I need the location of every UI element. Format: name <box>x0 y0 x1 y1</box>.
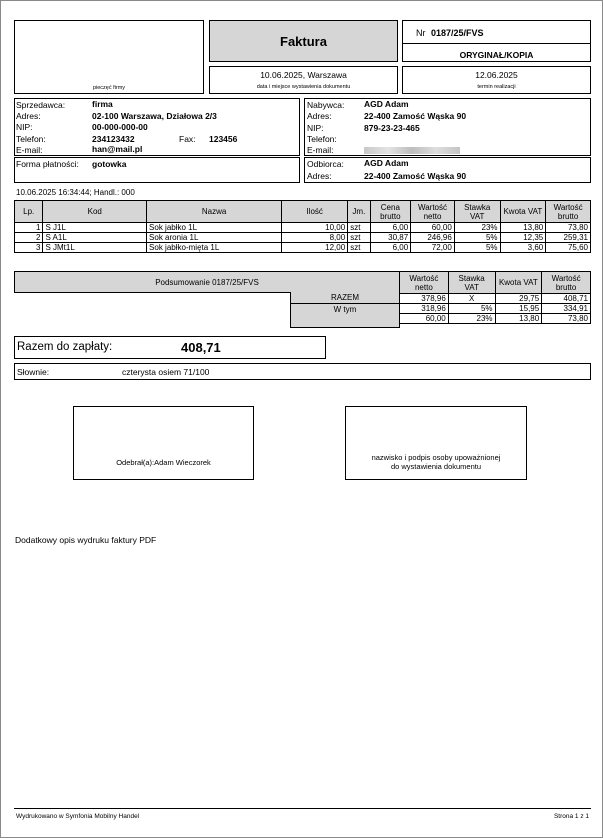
buyer-box <box>304 98 591 156</box>
authorized-signature-line1: nazwisko i podpis osoby upoważnionej <box>371 453 501 462</box>
col-lp: Lp. <box>15 201 43 223</box>
seller-phone: 234123432 <box>92 134 135 144</box>
buyer-phone-label: Telefon: <box>307 134 337 144</box>
original-copy-label: ORYGINAŁ/KOPIA <box>459 50 534 60</box>
cell-ilosc: 12,00 <box>282 243 348 253</box>
col-ilosc: Ilość <box>282 201 348 223</box>
cell-cena: 6,00 <box>370 243 411 253</box>
summary-title-bar <box>14 271 400 293</box>
recipient-name: AGD Adam <box>364 158 409 168</box>
summary-razem-label: RAZEM <box>331 293 359 302</box>
company-stamp-label: pieczęć firmy <box>92 85 126 91</box>
cell-jm: szt <box>348 233 370 243</box>
payment-box <box>14 157 300 183</box>
invoice-title: Faktura <box>280 34 327 49</box>
seller-nip-label: NIP: <box>16 122 33 132</box>
cell-jm: szt <box>348 243 370 253</box>
cell-cena: 30,87 <box>370 233 411 243</box>
summary-col-kwota: Kwota VAT <box>495 272 542 294</box>
buyer-address: 22-400 Zamość Wąska 90 <box>364 111 467 121</box>
payment-label: Forma płatności: <box>16 159 79 169</box>
footer-page-number: Strona 1 z 1 <box>553 813 589 820</box>
summary-col-brutto: Wartość brutto <box>542 272 591 294</box>
summary-wtym-label: W tym <box>333 305 357 314</box>
cell-jm: szt <box>348 223 370 233</box>
summary-labels-block <box>290 292 400 328</box>
completion-date-box <box>402 66 591 94</box>
cell-kod: S J1L <box>43 223 147 233</box>
payment-value: gotowka <box>92 159 127 169</box>
cell-kod: S A1L <box>43 233 147 243</box>
cell-nazwa: Sok jabłko 1L <box>147 223 282 233</box>
completion-date: 12.06.2025 <box>475 70 518 80</box>
issue-date-place-label: data i miejsce wystawienia dokumentu <box>256 84 351 90</box>
summary-cell-netto: 318,96 <box>400 304 449 314</box>
receiver-signature-box <box>73 406 254 480</box>
summary-cell-brutto: 334,91 <box>542 304 591 314</box>
seller-email: han@mail.pl <box>92 144 143 154</box>
summary-cell-kwota: 15,95 <box>495 304 542 314</box>
cell-stawka: 5% <box>454 243 500 253</box>
buyer-label: Nabywca: <box>307 100 345 110</box>
cell-ilosc: 10,00 <box>282 223 348 233</box>
summary-table <box>399 271 591 324</box>
cell-kod: S JMt1L <box>43 243 147 253</box>
cell-netto: 246,96 <box>411 233 455 243</box>
col-netto: Wartość netto <box>411 201 455 223</box>
buyer-email-redacted <box>364 147 460 154</box>
footer-printed-by: Wydrukowano w Symfonia Mobilny Handel <box>16 813 140 820</box>
table-row <box>15 223 591 233</box>
words-value: czterysta osiem 71/100 <box>122 367 210 377</box>
col-nazwa: Nazwa <box>147 201 282 223</box>
table-row <box>15 243 591 253</box>
summary-row <box>400 314 591 324</box>
summary-cell-kwota: 13,80 <box>495 314 542 324</box>
col-kwota: Kwota VAT <box>500 201 546 223</box>
invoice-title-box <box>209 20 398 62</box>
cell-cena: 6,00 <box>370 223 411 233</box>
summary-cell-stawka: 23% <box>448 314 495 324</box>
issue-date-box <box>209 66 398 94</box>
col-kod: Kod <box>43 201 147 223</box>
col-jm: Jm. <box>348 201 370 223</box>
seller-email-label: E-mail: <box>16 145 43 155</box>
authorized-signature-box <box>345 406 527 480</box>
summary-cell-netto: 378,96 <box>400 294 449 304</box>
seller-name: firma <box>92 99 113 109</box>
cell-ilosc: 8,00 <box>282 233 348 243</box>
col-stawka: Stawka VAT <box>454 201 500 223</box>
cell-brutto: 259,31 <box>546 233 591 243</box>
cell-stawka: 5% <box>454 233 500 243</box>
cell-lp: 1 <box>15 223 43 233</box>
cell-brutto: 73,80 <box>546 223 591 233</box>
summary-cell-netto: 60,00 <box>400 314 449 324</box>
cell-lp: 3 <box>15 243 43 253</box>
footer-separator <box>14 808 591 809</box>
summary-cell-stawka: X <box>448 294 495 304</box>
table-row <box>15 233 591 243</box>
cell-nazwa: Sok jabłko-mięta 1L <box>147 243 282 253</box>
cell-kwota: 3,60 <box>500 243 546 253</box>
cell-nazwa: Sok aronia 1L <box>147 233 282 243</box>
buyer-nip: 879-23-23-465 <box>364 123 420 133</box>
buyer-nip-label: NIP: <box>307 123 324 133</box>
cell-netto: 60,00 <box>411 223 455 233</box>
seller-address: 02-100 Warszawa, Działowa 2/3 <box>92 111 217 121</box>
summary-col-stawka: Stawka VAT <box>448 272 495 294</box>
words-label: Słownie: <box>17 367 50 377</box>
summary-row <box>400 294 591 304</box>
summary-cell-brutto: 408,71 <box>542 294 591 304</box>
recipient-address-label: Adres: <box>307 171 332 181</box>
summary-row <box>400 304 591 314</box>
cell-brutto: 75,60 <box>546 243 591 253</box>
authorized-signature-line2: do wystawienia dokumentu <box>390 462 482 471</box>
cell-stawka: 23% <box>454 223 500 233</box>
number-separator <box>403 43 590 44</box>
buyer-address-label: Adres: <box>307 111 332 121</box>
buyer-name: AGD Adam <box>364 99 409 109</box>
seller-fax-label: Fax: <box>179 134 196 144</box>
summary-title: Podsumowanie 0187/25/FVS <box>155 278 259 287</box>
summary-cell-brutto: 73,80 <box>542 314 591 324</box>
seller-label: Sprzedawca: <box>16 100 66 110</box>
seller-address-label: Adres: <box>16 111 41 121</box>
invoice-number-box <box>402 20 591 62</box>
meta-line: 10.06.2025 16:34:44; Handl.: 000 <box>16 188 135 197</box>
issue-date-place: 10.06.2025, Warszawa <box>260 70 347 80</box>
completion-date-label: termin realizacji <box>477 84 516 90</box>
items-table <box>14 200 591 253</box>
seller-box <box>14 98 300 156</box>
cell-lp: 2 <box>15 233 43 243</box>
seller-nip: 00-000-000-00 <box>92 122 148 132</box>
recipient-box <box>304 157 591 183</box>
invoice-number-value: 0187/25/FVS <box>431 28 484 38</box>
summary-col-netto: Wartość netto <box>400 272 449 294</box>
recipient-label: Odbiorca: <box>307 159 344 169</box>
extra-description: Dodatkowy opis wydruku faktury PDF <box>15 535 157 545</box>
receiver-signature-label: Odebrał(a):Adam Wieczorek <box>116 458 211 467</box>
total-box <box>14 336 326 359</box>
buyer-email-label: E-mail: <box>307 145 334 155</box>
col-brutto: Wartość brutto <box>546 201 591 223</box>
cell-kwota: 13,80 <box>500 223 546 233</box>
total-label: Razem do zapłaty: <box>17 341 113 353</box>
summary-cell-stawka: 5% <box>448 304 495 314</box>
seller-fax: 123456 <box>209 134 238 144</box>
invoice-number <box>416 28 484 38</box>
invoice-number-prefix: Nr <box>416 28 426 38</box>
summary-cell-kwota: 29,75 <box>495 294 542 304</box>
total-value: 408,71 <box>181 340 221 355</box>
col-cena: Cena brutto <box>370 201 411 223</box>
cell-netto: 72,00 <box>411 243 455 253</box>
cell-kwota: 12,35 <box>500 233 546 243</box>
words-box <box>14 363 591 380</box>
seller-phone-label: Telefon: <box>16 134 46 144</box>
summary-label-separator <box>291 303 399 304</box>
company-stamp-box <box>14 20 204 94</box>
recipient-address: 22-400 Zamość Wąska 90 <box>364 171 467 181</box>
